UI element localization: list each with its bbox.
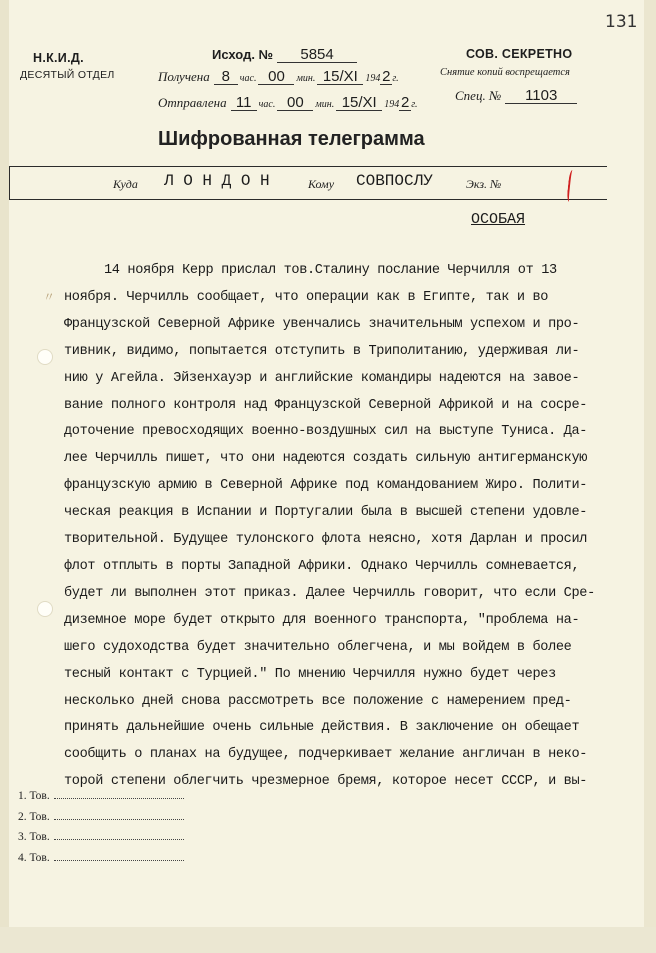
body-line: доточение превосходящих военно-воздушных сил на выступе Туниса. Да- [64, 424, 588, 440]
org-name: Н.К.И.Д. [33, 51, 84, 65]
body-line: ноября. Черчилль сообщает, что операции как в Египте, так и во [64, 289, 549, 305]
body-line: принять дальнейшие очень сильные действия. В заключение он обещает [64, 720, 580, 736]
outgoing-row [212, 47, 357, 63]
sent-minute: 00 [277, 95, 313, 111]
body-line: французскую армию в Северной Африке под командованием Жиро. Полити- [64, 478, 588, 494]
sent-label: Отправлена [158, 95, 227, 110]
address-rule-top [9, 166, 607, 167]
body-line: диземное море будет открыто для военного транспорта, "проблема на- [64, 612, 580, 628]
copy-number-label: Экз. № [466, 177, 502, 191]
body-line: нию у Агейла. Эйзенхауэр и английские командиры надеются на завое- [64, 370, 580, 386]
body-line: будет ли выполнен этот приказ. Далее Черчилль говорит, что если Сре- [64, 585, 595, 601]
page-edge-left [0, 0, 9, 953]
distribution-line [54, 788, 184, 799]
distribution-line [54, 809, 184, 820]
sent-minute-unit: мин. [315, 99, 335, 110]
body-line: шего судоходства будет значительно облегчена, и мы войдем в более [64, 639, 572, 655]
address-rule-left [9, 166, 10, 200]
received-year-digit: 2 [382, 68, 391, 85]
outgoing-number: 5854 [277, 47, 357, 63]
body-line: вание полного контроля над Французской Северной Африкой и на сосре- [64, 397, 588, 413]
classification: СОВ. СЕКРЕТНО [466, 47, 573, 61]
address-rule-bottom [9, 199, 607, 200]
body-line: 14 ноября Керр прислал тов.Сталину послание Черчилля от 13 [104, 263, 557, 278]
page-edge-bottom [0, 927, 656, 953]
to-label: Куда [113, 177, 138, 191]
punch-hole-bottom [37, 601, 53, 617]
spec-row [455, 88, 577, 104]
sent-hour: 11 [231, 95, 257, 111]
sent-year-prefix: 194 [384, 99, 400, 110]
received-date: 15/XI [317, 69, 363, 85]
received-minute: 00 [258, 69, 294, 85]
body-line: флот отплыть в порты Западной Африки. Однако Черчилль сомневается, [64, 558, 580, 574]
document-title: Шифрованная телеграмма [158, 128, 425, 150]
received-year-prefix: 194 [365, 73, 381, 84]
received-row [158, 69, 399, 85]
body-line: лее Черчилль пишет, что они надеются создать сильную антигерманскую [64, 451, 588, 467]
punch-hole-top [37, 349, 53, 365]
distribution-label: 1. Тов. [18, 790, 50, 802]
margin-mark: 〃 [43, 290, 56, 304]
outgoing-label: Исход. № [212, 47, 274, 62]
distribution-item [18, 788, 184, 802]
sent-hour-unit: час. [258, 99, 276, 110]
red-pencil-mark [566, 170, 576, 203]
whom-value: СОВПОСЛУ [356, 172, 433, 190]
received-hour: 8 [214, 69, 238, 85]
special-mark: ОСОБАЯ [471, 211, 526, 228]
to-value: Л О Н Д О Н [164, 172, 270, 190]
body-line: несколько дней снова рассмотреть все положение с намерением пред- [64, 693, 572, 709]
body-line: торой степени облегчить чрезмерное бремя, которое несет СССР, и вы- [64, 774, 588, 790]
body-line: ческая реакция в Испании и Португалии была в высшей степени удовле- [64, 505, 588, 521]
body-line: сообщить о планах на будущее, подчеркивает желание англичан в неко- [64, 747, 588, 763]
department-name: ДЕСЯТЫЙ ОТДЕЛ [20, 69, 115, 81]
received-year-unit: г. [392, 73, 399, 84]
body-line: тесный контакт с Турцией." По мнению Черчилля нужно будет через [64, 666, 556, 682]
body-line: Французской Северной Африке увенчались значительным успехом и про- [64, 316, 580, 332]
distribution-line [54, 829, 184, 840]
distribution-line [54, 850, 184, 861]
distribution-item [18, 829, 184, 843]
sent-date: 15/XI [336, 95, 382, 111]
archive-number: 131 [605, 12, 638, 32]
distribution-label: 3. Тов. [18, 831, 50, 843]
page-edge-right [644, 0, 656, 953]
telegram-body [64, 258, 616, 796]
sent-row [158, 95, 417, 111]
sent-year-digit: 2 [401, 94, 410, 111]
copy-note: Снятие копий воспрещается [440, 67, 570, 78]
spec-label: Спец. № [455, 88, 502, 103]
received-hour-unit: час. [239, 73, 257, 84]
whom-label: Кому [308, 177, 335, 191]
received-minute-unit: мин. [296, 73, 316, 84]
sent-year-unit: г. [411, 99, 418, 110]
received-label: Получена [158, 69, 210, 84]
distribution-label: 4. Тов. [18, 852, 50, 864]
body-line: творительной. Будущее тулонского флота неясно, хотя Дарлан и просил [64, 532, 588, 548]
distribution-item [18, 850, 184, 864]
body-line: тивник, видимо, попытается отступить в Триполитанию, удерживая ли- [64, 343, 580, 359]
distribution-label: 2. Тов. [18, 811, 50, 823]
spec-number: 1103 [505, 88, 577, 104]
distribution-item [18, 809, 184, 823]
